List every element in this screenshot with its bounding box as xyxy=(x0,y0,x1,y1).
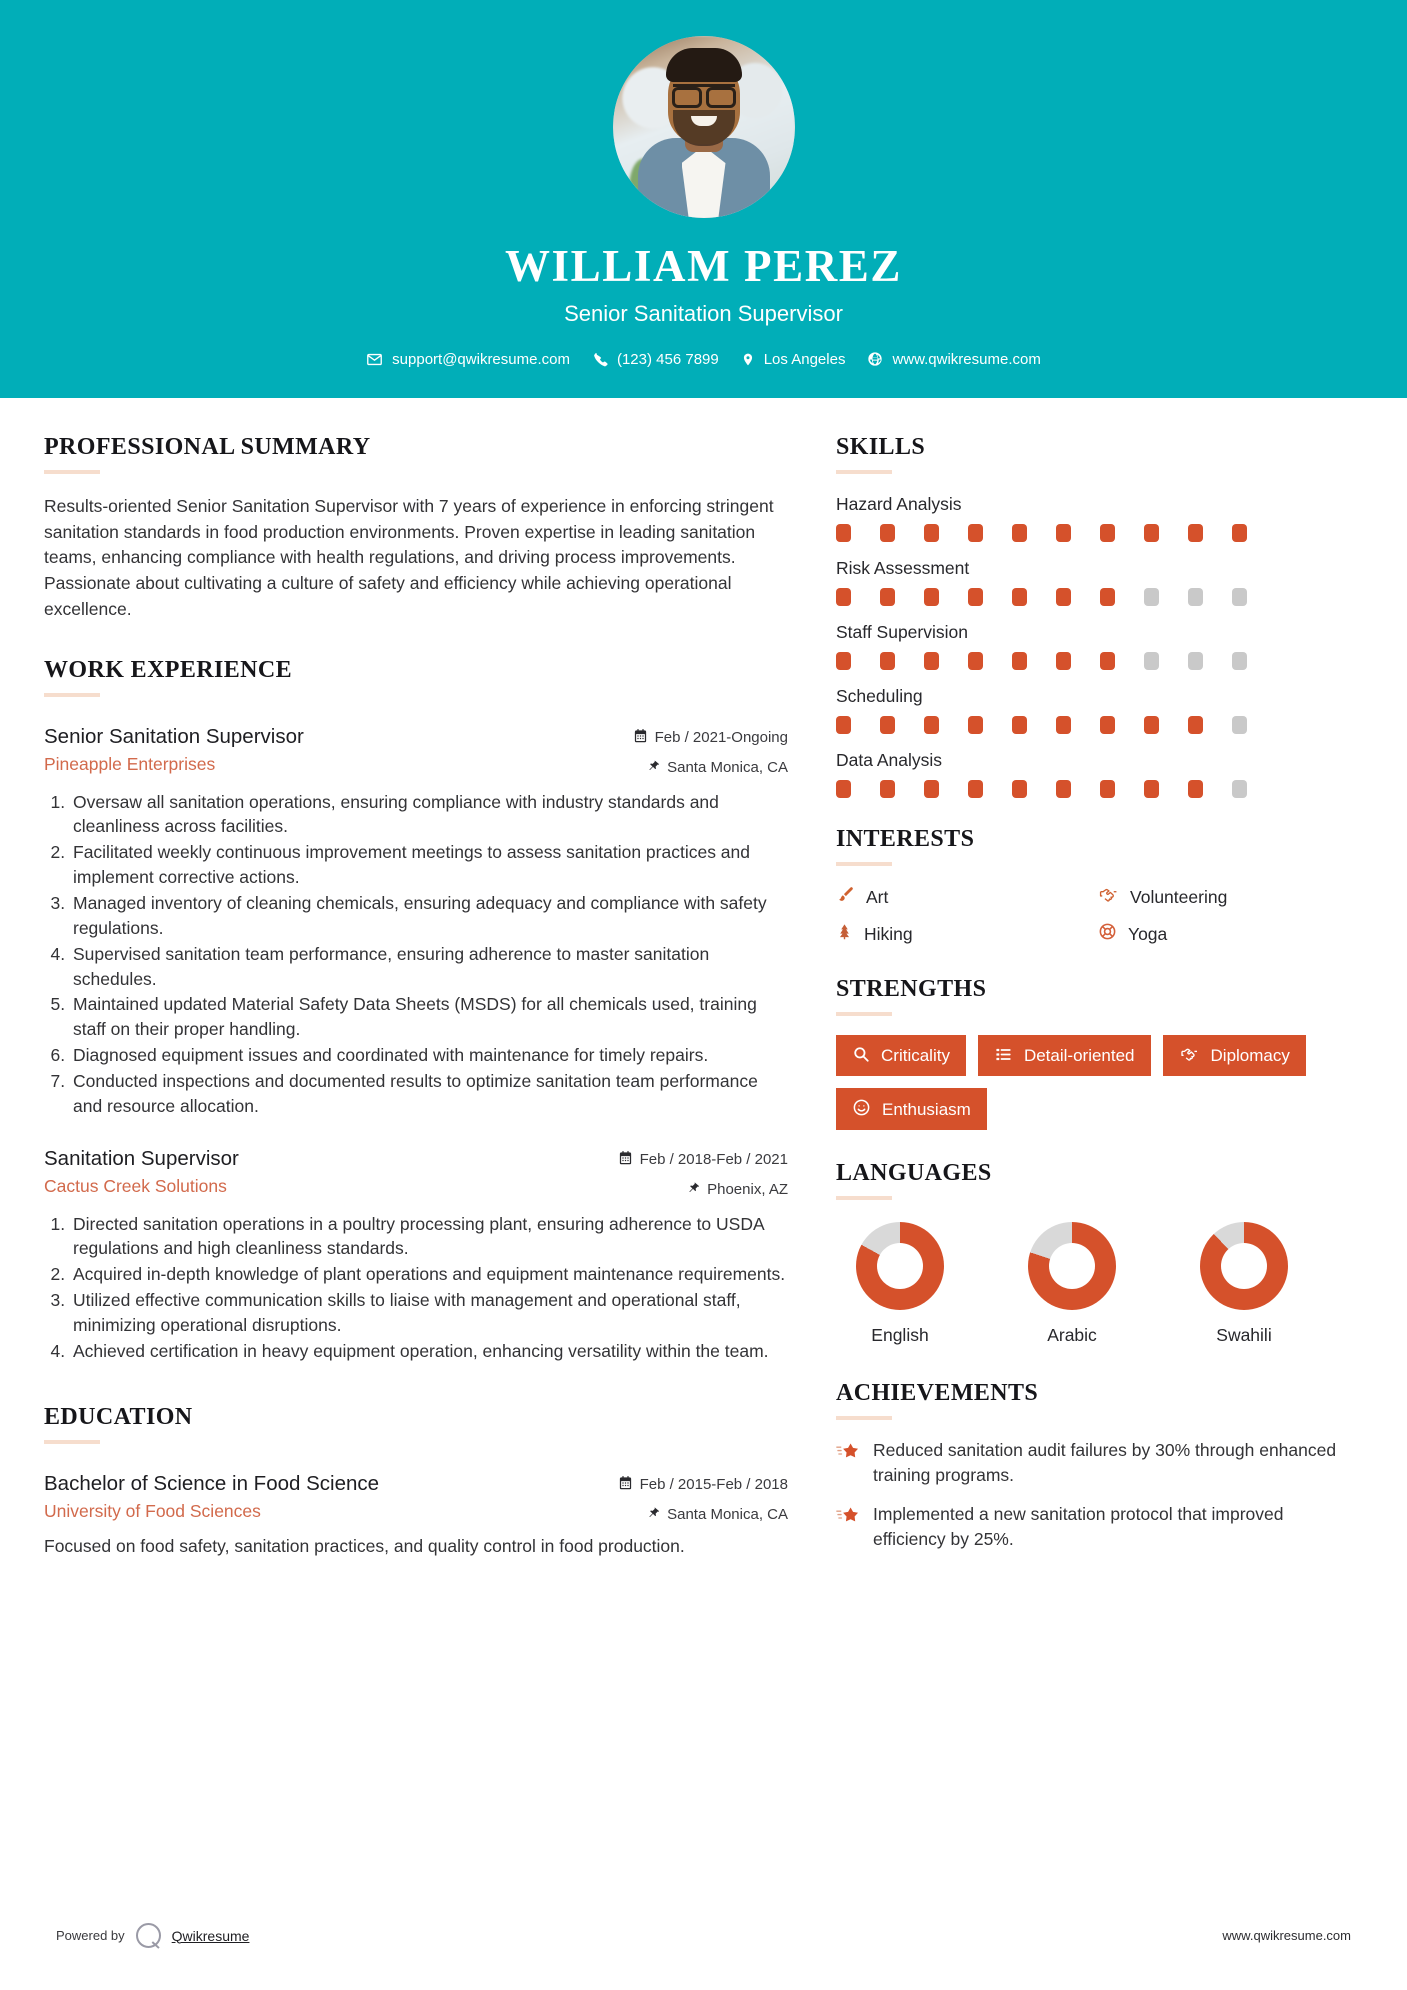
language-name: English xyxy=(871,1325,929,1345)
skill-rating-dot xyxy=(880,524,895,542)
pushpin-icon xyxy=(648,758,660,777)
skill-rating-dot xyxy=(1188,524,1203,542)
education-location-text: Santa Monica, CA xyxy=(667,1505,788,1523)
work-dates-text: Feb / 2021-Ongoing xyxy=(654,729,788,747)
contact-email-text: support@qwikresume.com xyxy=(392,350,570,368)
interest-label: Volunteering xyxy=(1130,886,1228,907)
skill-item xyxy=(836,558,1360,606)
education-entry xyxy=(44,1471,788,1559)
interest-label: Hiking xyxy=(864,923,913,944)
powered-by-block xyxy=(56,1923,249,1948)
summary-text: Results-oriented Senior Sanitation Supervisor with 7 years of experience in enforcing stringent sanitation standards in food production environments. Proven expertise in leading sanitation teams, enhancing compliance with health regulations, and driving process improvements. Passionate about cultivating a culture of safety and efficiency while achieving operational excellence. xyxy=(44,496,774,619)
section-rule xyxy=(44,693,100,697)
work-bullet-item: 4. Supervised sanitation team performance, ensuring adherence to master sanitation schedules. xyxy=(70,942,788,992)
skill-rating-dot xyxy=(1188,716,1203,734)
work-entry-list xyxy=(44,724,788,1364)
achievement-item xyxy=(836,1438,1360,1488)
strength-list xyxy=(836,1035,1360,1130)
skill-rating-dot xyxy=(1012,588,1027,606)
skill-rating-dot xyxy=(924,780,939,798)
language-item xyxy=(1180,1222,1308,1346)
skill-rating-dot xyxy=(1056,716,1071,734)
skill-rating-dot xyxy=(1012,524,1027,542)
skill-list xyxy=(836,494,1360,798)
skill-rating-dot xyxy=(924,652,939,670)
education-school: University of Food Sciences xyxy=(44,1501,261,1522)
skill-rating xyxy=(836,780,1360,798)
work-location-row xyxy=(633,758,788,777)
work-entry xyxy=(44,724,788,1119)
strength-label: Detail-oriented xyxy=(1023,1046,1135,1065)
paintbrush-icon xyxy=(836,885,855,909)
work-bullet-item: 1. Oversaw all sanitation operations, ensuring compliance with industry standards and cleanliness across facilities. xyxy=(70,790,788,840)
star-badge-icon xyxy=(836,1440,860,1467)
education-location-row xyxy=(618,1505,788,1524)
footer-url[interactable]: www.qwikresume.com xyxy=(1222,1928,1351,1943)
skill-rating-dot xyxy=(968,588,983,606)
section-rule xyxy=(836,1196,892,1200)
work-entry xyxy=(44,1146,788,1364)
section-interests xyxy=(836,826,1360,946)
work-location-row xyxy=(618,1180,788,1199)
work-entry-header xyxy=(44,724,788,777)
strength-chip xyxy=(1163,1035,1306,1076)
skill-rating-dot xyxy=(1232,780,1247,798)
globe-icon xyxy=(867,351,883,367)
skill-rating xyxy=(836,588,1360,606)
section-title-education: EDUCATION xyxy=(44,1403,193,1430)
skill-rating-dot xyxy=(968,780,983,798)
section-title-languages: LANGUAGES xyxy=(836,1160,992,1186)
skill-rating-dot xyxy=(1232,652,1247,670)
section-title-skills: SKILLS xyxy=(836,434,926,460)
strength-label: Criticality xyxy=(881,1046,950,1065)
contact-website[interactable] xyxy=(867,351,1040,368)
pushpin-icon xyxy=(688,1180,700,1199)
skill-rating-dot xyxy=(1100,588,1115,606)
contact-location-text: Los Angeles xyxy=(763,350,846,368)
section-title-summary: PROFESSIONAL SUMMARY xyxy=(44,434,371,460)
strength-chip xyxy=(836,1035,966,1076)
calendar-icon xyxy=(633,728,648,748)
section-achievements xyxy=(836,1380,1360,1551)
calendar-icon xyxy=(618,1475,633,1495)
skill-rating-dot xyxy=(1100,524,1115,542)
language-donut-chart xyxy=(1200,1222,1288,1310)
section-skills xyxy=(836,434,1360,798)
skill-name: Hazard Analysis xyxy=(836,494,962,514)
work-entry-titles xyxy=(44,724,304,776)
work-bullet-list xyxy=(44,1212,788,1364)
skill-rating-dot xyxy=(880,652,895,670)
interest-list xyxy=(836,885,1360,946)
section-title-interests: INTERESTS xyxy=(836,826,975,852)
education-entry-list xyxy=(44,1471,788,1559)
skill-rating-dot xyxy=(1232,524,1247,542)
skill-name: Data Analysis xyxy=(836,750,943,770)
avatar-hair xyxy=(666,48,742,82)
section-languages xyxy=(836,1160,1360,1346)
powered-by-label: Powered by xyxy=(56,1928,125,1943)
work-entry-meta xyxy=(618,1146,788,1199)
skill-rating-dot xyxy=(924,588,939,606)
section-rule xyxy=(836,470,892,474)
contact-phone-text: (123) 456 7899 xyxy=(616,350,719,368)
skill-rating-dot xyxy=(924,716,939,734)
strength-label: Enthusiasm xyxy=(882,1099,971,1119)
contact-email[interactable] xyxy=(366,351,570,368)
skill-rating-dot xyxy=(1056,780,1071,798)
candidate-name: WILLIAM PEREZ xyxy=(504,241,903,291)
work-bullet-item: 6. Diagnosed equipment issues and coordinated with maintenance for timely repairs. xyxy=(70,1043,788,1068)
skill-rating-dot xyxy=(1144,524,1159,542)
strength-chip xyxy=(978,1035,1151,1076)
skill-rating-dot xyxy=(1056,652,1071,670)
right-column xyxy=(836,434,1360,1565)
work-entry-meta xyxy=(633,724,788,777)
skill-rating-dot xyxy=(836,524,851,542)
contact-phone[interactable] xyxy=(592,351,719,368)
education-dates-text: Feb / 2015-Feb / 2018 xyxy=(639,1476,788,1494)
skill-rating-dot xyxy=(1188,588,1203,606)
work-bullet-item: 1. Directed sanitation operations in a poultry processing plant, ensuring adherence to USDA regulations and high cleanliness standards. xyxy=(70,1212,788,1262)
skill-rating-dot xyxy=(1056,588,1071,606)
skill-rating-dot xyxy=(1012,652,1027,670)
qwikresume-logo-icon xyxy=(136,1923,161,1948)
skill-rating-dot xyxy=(968,716,983,734)
resume-footer xyxy=(0,1923,1407,1948)
resume-header xyxy=(0,0,1407,398)
work-bullet-item: 5. Maintained updated Material Safety Data Sheets (MSDS) for all chemicals used, training staff on their proper handling. xyxy=(70,992,788,1042)
section-rule xyxy=(44,1440,100,1444)
tree-icon xyxy=(836,922,853,946)
achievement-list xyxy=(836,1438,1360,1551)
resume-body xyxy=(0,398,1407,1565)
skill-rating-dot xyxy=(968,652,983,670)
work-location-text: Phoenix, AZ xyxy=(707,1180,788,1198)
work-bullet-list xyxy=(44,790,788,1119)
section-title-strengths: STRENGTHS xyxy=(836,976,987,1002)
skill-rating-dot xyxy=(880,588,895,606)
skill-rating-dot xyxy=(1232,716,1247,734)
education-description: Focused on food safety, sanitation practices, and quality control in food production. xyxy=(44,1535,685,1556)
avatar-glasses xyxy=(673,84,735,100)
work-bullet-item: 3. Utilized effective communication skills to liaise with management and operational staff, minimizing operational disruptions. xyxy=(70,1288,788,1338)
work-bullet-item: 7. Conducted inspections and documented results to optimize sanitation team performance and resource allocation. xyxy=(70,1069,788,1119)
handshake-icon xyxy=(1098,885,1119,909)
skill-rating-dot xyxy=(924,524,939,542)
achievement-item xyxy=(836,1502,1360,1552)
skill-rating xyxy=(836,652,1360,670)
skill-name: Risk Assessment xyxy=(836,558,970,578)
skill-rating-dot xyxy=(836,716,851,734)
skill-rating-dot xyxy=(880,780,895,798)
work-bullet-item: 4. Achieved certification in heavy equipment operation, enhancing versatility within the team. xyxy=(70,1339,788,1364)
left-column xyxy=(44,434,788,1565)
work-bullet-item: 3. Managed inventory of cleaning chemicals, ensuring adequacy and compliance with safety regulations. xyxy=(70,891,788,941)
section-rule xyxy=(836,1012,892,1016)
strength-chip xyxy=(836,1088,987,1130)
language-list xyxy=(836,1222,1360,1346)
skill-rating-dot xyxy=(1144,716,1159,734)
skill-rating-dot xyxy=(1012,780,1027,798)
section-strengths xyxy=(836,976,1360,1130)
skill-rating xyxy=(836,716,1360,734)
contact-website-text: www.qwikresume.com xyxy=(892,350,1041,368)
skill-rating-dot xyxy=(1144,652,1159,670)
interest-item xyxy=(1098,922,1360,946)
location-pin-icon xyxy=(741,351,755,368)
skill-name: Scheduling xyxy=(836,686,923,706)
skill-item xyxy=(836,686,1360,734)
language-name: Swahili xyxy=(1216,1325,1272,1345)
skill-rating-dot xyxy=(1144,780,1159,798)
skill-rating-dot xyxy=(1188,780,1203,798)
achievement-text: Reduced sanitation audit failures by 30% through enhanced training programs. xyxy=(873,1440,1337,1485)
skill-rating-dot xyxy=(1100,780,1115,798)
work-bullet-item: 2. Facilitated weekly continuous improvement meetings to assess sanitation practices and implement corrective actions. xyxy=(70,840,788,890)
work-company-name: Pineapple Enterprises xyxy=(44,754,216,775)
skill-item xyxy=(836,750,1360,798)
interest-item xyxy=(836,885,1098,909)
star-badge-icon xyxy=(836,1504,860,1531)
language-item xyxy=(1008,1222,1136,1346)
work-dates-row xyxy=(618,1150,788,1170)
skill-name: Staff Supervision xyxy=(836,622,968,642)
skill-rating xyxy=(836,524,1360,542)
list-icon xyxy=(994,1046,1013,1066)
envelope-icon xyxy=(366,351,383,368)
work-job-title: Senior Sanitation Supervisor xyxy=(44,724,304,748)
achievement-text: Implemented a new sanitation protocol that improved efficiency by 25%. xyxy=(873,1503,1284,1549)
education-entry-titles xyxy=(44,1471,379,1523)
skill-rating-dot xyxy=(836,588,851,606)
contact-bar xyxy=(366,351,1041,368)
skill-rating-dot xyxy=(1232,588,1247,606)
education-entry-header xyxy=(44,1471,788,1524)
skill-rating-dot xyxy=(1012,716,1027,734)
work-bullet-item: 2. Acquired in-depth knowledge of plant operations and equipment maintenance requirements. xyxy=(70,1262,788,1287)
language-donut-chart xyxy=(1028,1222,1116,1310)
section-rule xyxy=(44,470,100,474)
skill-rating-dot xyxy=(836,780,851,798)
language-donut-chart xyxy=(856,1222,944,1310)
skill-rating-dot xyxy=(1100,716,1115,734)
section-title-work: WORK EXPERIENCE xyxy=(44,656,293,683)
education-dates-row xyxy=(618,1475,788,1495)
skill-rating-dot xyxy=(1188,652,1203,670)
skill-item xyxy=(836,494,1360,542)
life-ring-icon xyxy=(1098,922,1117,946)
calendar-icon xyxy=(618,1150,633,1170)
interest-item xyxy=(836,922,1098,946)
skill-rating-dot xyxy=(968,524,983,542)
section-rule xyxy=(836,862,892,866)
work-dates-row xyxy=(633,728,788,748)
skill-rating-dot xyxy=(1056,524,1071,542)
interest-label: Yoga xyxy=(1128,923,1168,944)
language-item xyxy=(836,1222,964,1346)
skill-rating-dot xyxy=(880,716,895,734)
skill-rating-dot xyxy=(1100,652,1115,670)
section-work-experience xyxy=(44,657,788,1364)
phone-icon xyxy=(592,351,608,367)
work-job-title: Sanitation Supervisor xyxy=(44,1146,239,1170)
section-rule xyxy=(836,1416,892,1420)
pushpin-icon xyxy=(648,1505,660,1524)
skill-rating-dot xyxy=(836,652,851,670)
work-entry-header xyxy=(44,1146,788,1199)
section-professional-summary xyxy=(44,434,788,623)
avatar xyxy=(613,36,795,218)
skill-rating-dot xyxy=(1144,588,1159,606)
section-education xyxy=(44,1404,788,1559)
magnifier-icon xyxy=(852,1045,870,1066)
handshake-icon xyxy=(1179,1045,1200,1066)
work-entry-titles xyxy=(44,1146,239,1198)
work-company-name: Cactus Creek Solutions xyxy=(44,1176,227,1197)
strength-label: Diplomacy xyxy=(1210,1046,1290,1065)
work-location-text: Santa Monica, CA xyxy=(667,758,788,776)
interest-item xyxy=(1098,885,1360,909)
work-dates-text: Feb / 2018-Feb / 2021 xyxy=(639,1151,788,1169)
candidate-role: Senior Sanitation Supervisor xyxy=(564,300,843,326)
smiley-icon xyxy=(852,1098,871,1120)
education-entry-meta xyxy=(618,1471,788,1524)
section-title-achievements: ACHIEVEMENTS xyxy=(836,1380,1039,1406)
language-name: Arabic xyxy=(1047,1325,1097,1345)
qwikresume-brand-link[interactable]: Qwikresume xyxy=(171,1927,250,1944)
interest-label: Art xyxy=(866,886,889,907)
skill-item xyxy=(836,622,1360,670)
education-degree: Bachelor of Science in Food Science xyxy=(44,1471,380,1495)
contact-location xyxy=(741,351,846,368)
